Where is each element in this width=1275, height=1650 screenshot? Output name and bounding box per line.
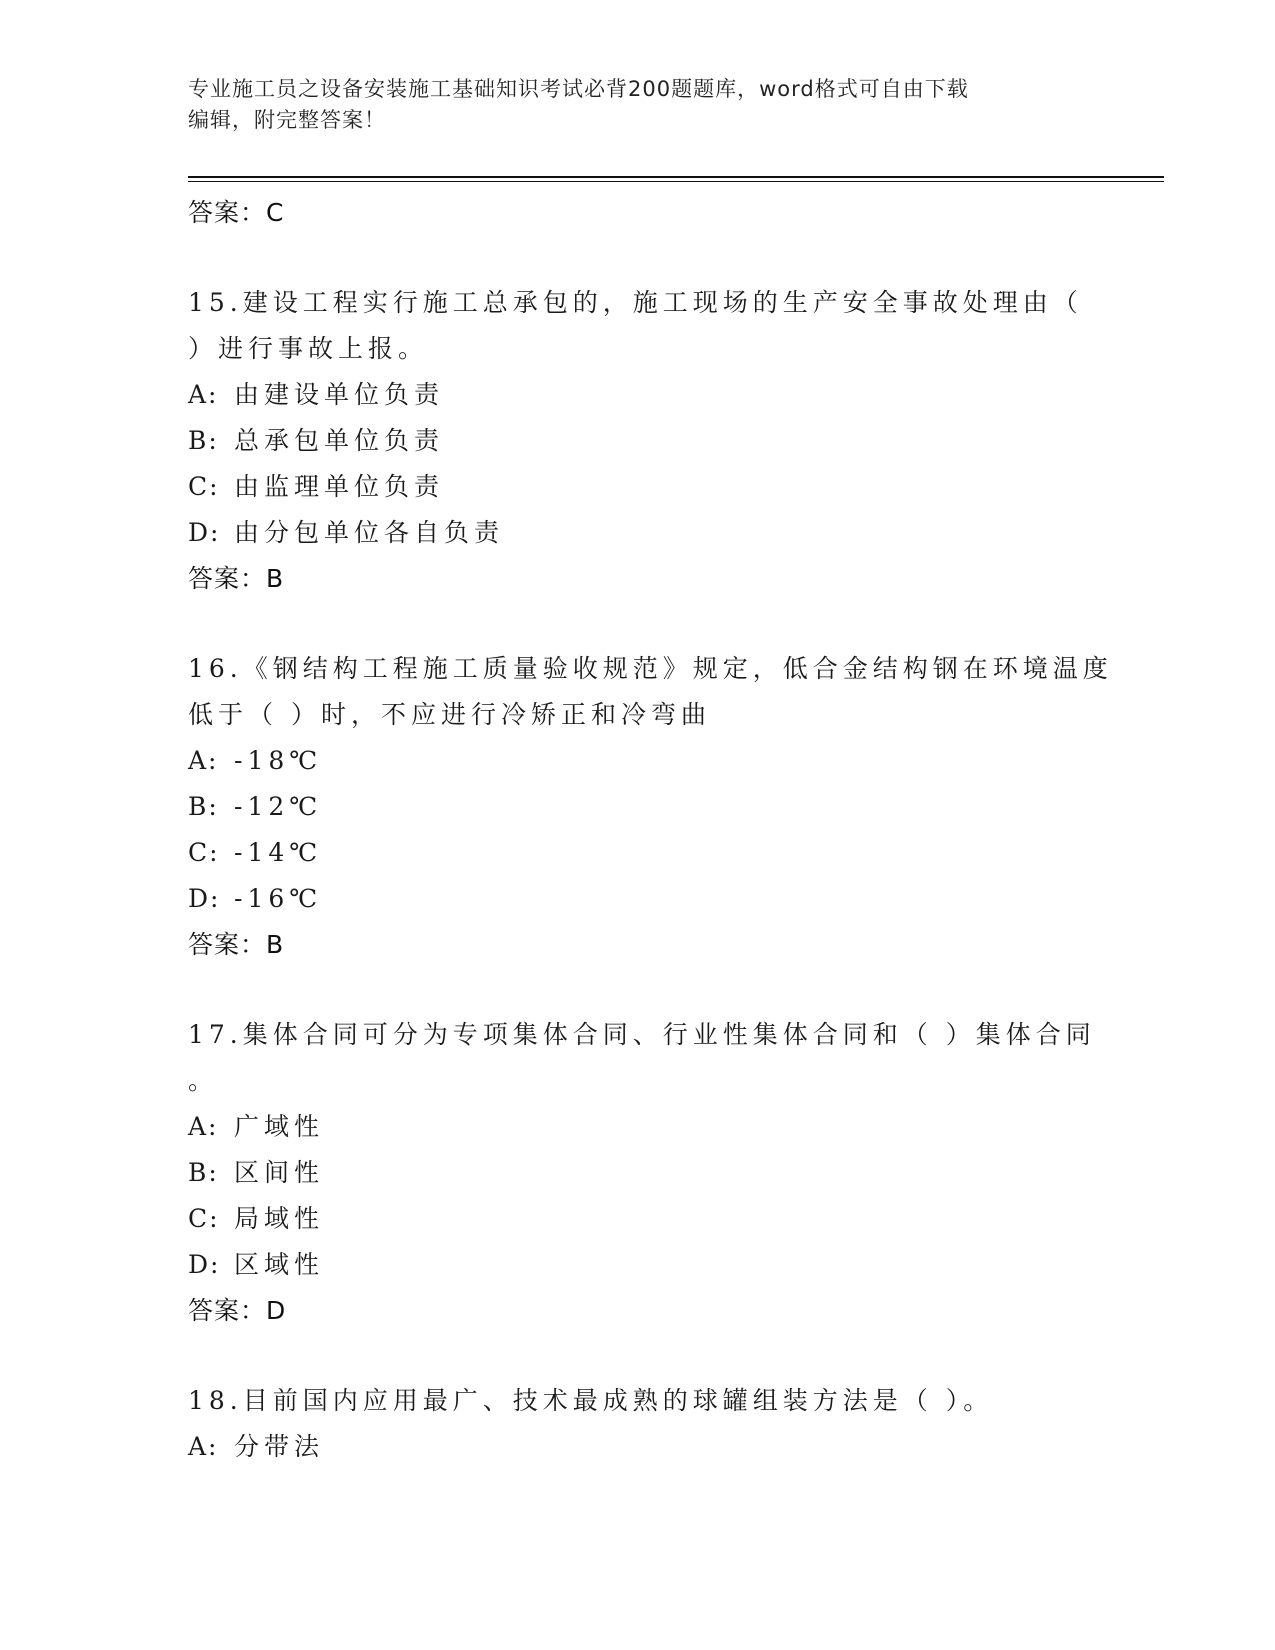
option-key: C: (188, 472, 220, 501)
answer-line: 答案：B (188, 564, 285, 593)
option-d (188, 510, 1088, 556)
option-key: B: (188, 792, 219, 821)
option-key: B: (188, 426, 219, 455)
option-b (188, 418, 1088, 464)
document-content (188, 190, 1113, 1470)
option-text: 广域性 (234, 1112, 325, 1141)
answer-line: 答案：C (188, 198, 285, 227)
option-key: C: (188, 1204, 220, 1233)
option-text: -14℃ (234, 838, 323, 867)
option-a (188, 738, 1088, 784)
option-text: 区间性 (234, 1158, 325, 1187)
option-text: 区域性 (234, 1250, 325, 1279)
option-key: D: (188, 1250, 221, 1279)
question-stem-line: 低于（ ）时，不应进行冷矫正和冷弯曲 (188, 700, 711, 729)
option-key: A: (188, 380, 219, 409)
option-key: A: (188, 746, 219, 775)
option-a (188, 1104, 1088, 1150)
question-stem-line: 17.集体合同可分为专项集体合同、行业性集体合同和（ ）集体合同 (188, 1020, 1096, 1049)
answer-line: 答案：B (188, 930, 285, 959)
question-stem-line: 15.建设工程实行施工总承包的，施工现场的生产安全事故处理由（ (188, 288, 1083, 317)
question-stem-line: 16.《钢结构工程施工质量验收规范》规定，低合金结构钢在环境温度 (188, 654, 1113, 683)
option-b (188, 1150, 1088, 1196)
option-key: B: (188, 1158, 219, 1187)
option-c (188, 464, 1088, 510)
question-stem-line: ）进行事故上报。 (188, 334, 429, 363)
option-key: A: (188, 1432, 219, 1461)
option-c (188, 1196, 1088, 1242)
answer-line: 答案：D (188, 1296, 287, 1325)
header-rule-thin (188, 181, 1164, 182)
option-text: 分带法 (234, 1432, 325, 1461)
option-c (188, 830, 1088, 876)
option-text: -18℃ (234, 746, 323, 775)
option-b (188, 784, 1088, 830)
option-text: 由分包单位各自负责 (234, 518, 505, 547)
option-text: 总承包单位负责 (234, 426, 445, 455)
question-18 (188, 1378, 1088, 1470)
option-a (188, 1424, 1088, 1470)
question-stem-line: 18.目前国内应用最广、技术最成熟的球罐组装方法是（ ）。 (188, 1386, 994, 1415)
question-stem-line: 。 (188, 1066, 219, 1095)
option-d (188, 1242, 1088, 1288)
header-line-1: 专业施工员之设备安装施工基础知识考试必背200题题库，word格式可自由下载 (188, 77, 969, 101)
option-a (188, 372, 1088, 418)
option-key: A: (188, 1112, 219, 1141)
option-text: 局域性 (234, 1204, 325, 1233)
option-key: D: (188, 518, 221, 547)
option-key: C: (188, 838, 220, 867)
option-text: 由建设单位负责 (234, 380, 445, 409)
question-17 (188, 1012, 1096, 1334)
option-key: D: (188, 884, 221, 913)
header-line-2: 编辑，附完整答案！ (188, 108, 386, 132)
option-d (188, 876, 1088, 922)
option-text: -16℃ (234, 884, 323, 913)
header-rule-thick (188, 176, 1164, 178)
option-text: 由监理单位负责 (234, 472, 445, 501)
question-15 (188, 280, 1088, 602)
option-text: -12℃ (234, 792, 323, 821)
document-header (188, 74, 1068, 136)
question-16 (188, 646, 1113, 968)
